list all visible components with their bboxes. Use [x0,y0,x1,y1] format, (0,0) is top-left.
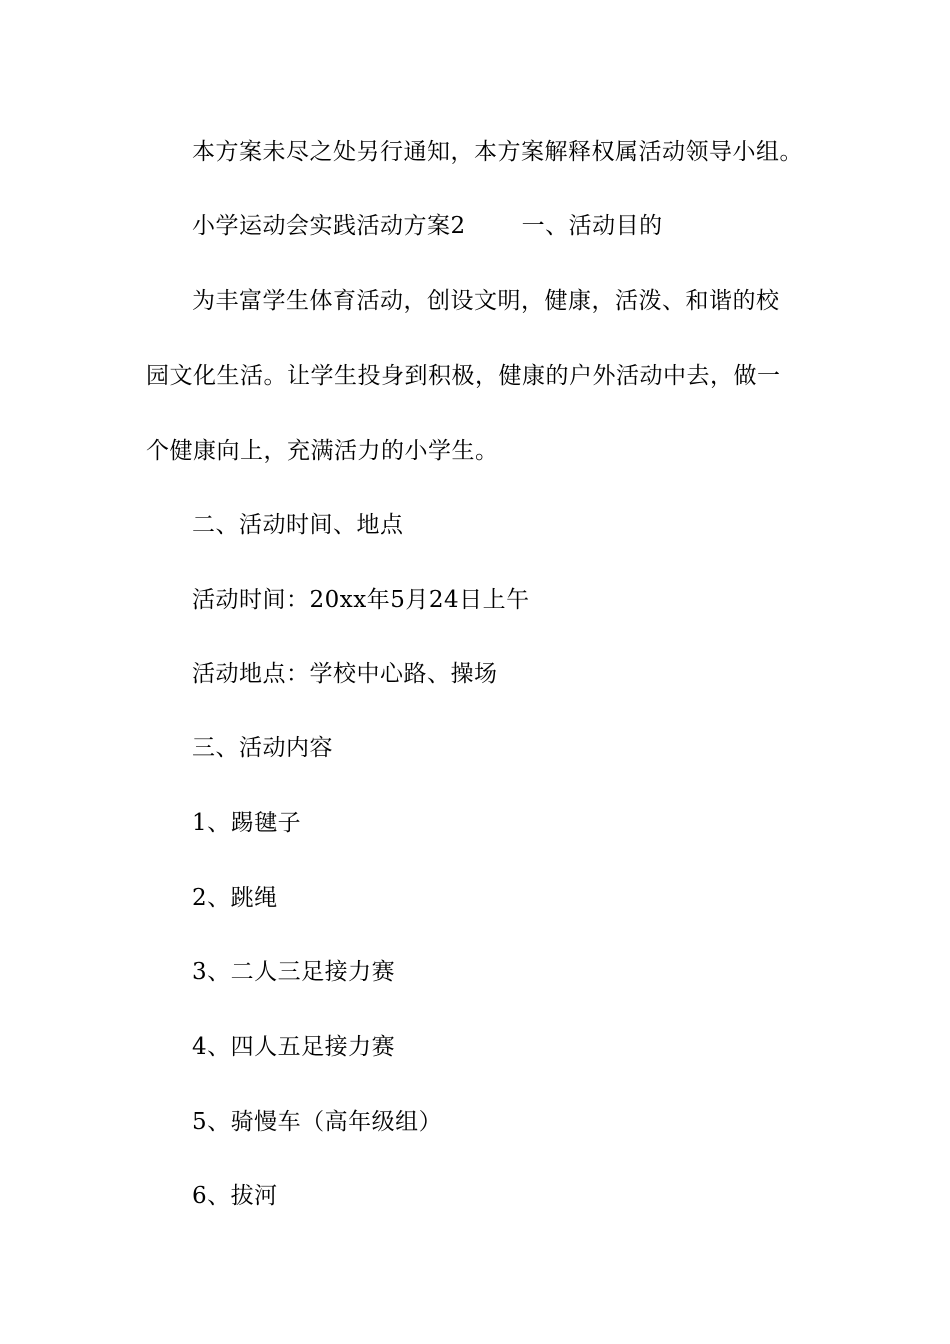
paragraph-line-3: 个健康向上，充满活力的小学生。 [146,438,499,464]
list-item: 4、四人五足接力赛 [192,1034,396,1060]
heading-time-place: 二、活动时间、地点 [192,512,404,538]
plan-title: 小学运动会实践活动方案2 [192,213,466,239]
list-item: 1、踢毽子 [192,810,302,836]
paragraph-line-2: 园文化生活。让学生投身到积极，健康的户外活动中去，做一 [146,363,781,389]
section-heading-line [192,211,663,241]
heading-purpose: 一、活动目的 [521,213,663,239]
paragraph-line-1: 为丰富学生体育活动，创设文明，健康，活泼、和谐的校 [192,288,780,314]
heading-content: 三、活动内容 [192,735,333,761]
list-item: 2、跳绳 [192,885,278,911]
activity-time: 活动时间：20xx年5月24日上午 [192,587,530,613]
closing-note: 本方案未尽之处另行通知，本方案解释权属活动领导小组。 [192,139,803,165]
list-item: 5、骑慢车（高年级组） [192,1109,443,1135]
list-item: 3、二人三足接力赛 [192,959,396,985]
activity-place: 活动地点：学校中心路、操场 [192,661,498,687]
list-item: 6、拔河 [192,1183,278,1209]
